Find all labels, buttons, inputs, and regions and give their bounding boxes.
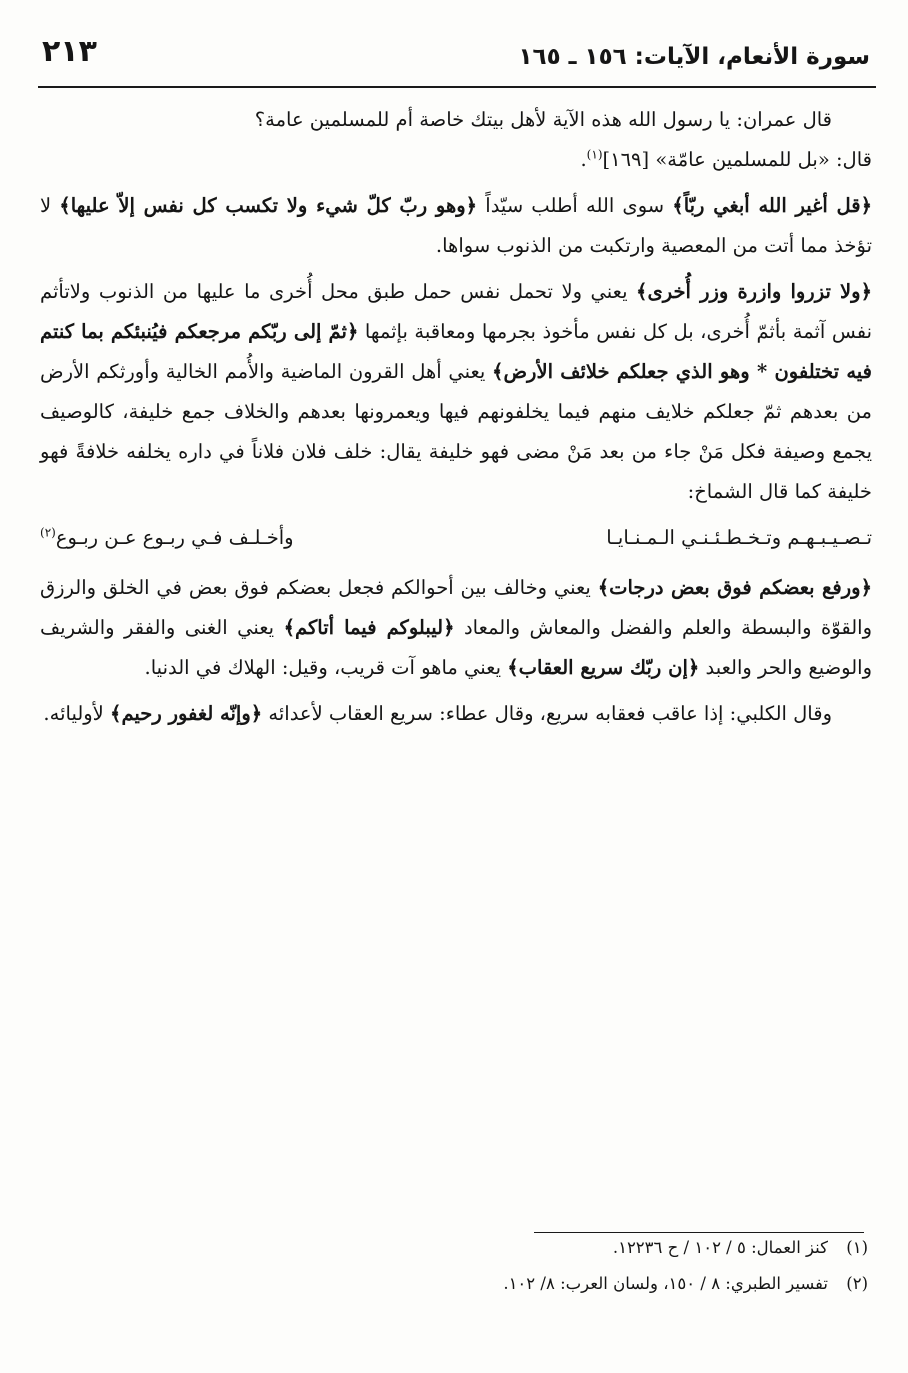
quran-quote: ﴿ولا تزروا وازرة وزر أُخرى﴾ <box>636 280 872 303</box>
main-text <box>40 100 872 740</box>
commentary-text: يعني ماهو آت قريب، وقيل: الهلاك في الدنيا. <box>144 656 508 679</box>
quran-quote: ﴿إن ربّك سريع العقاب﴾ <box>507 656 700 679</box>
footnote-2: (٢)تفسير الطبري: ٨ / ١٥٠، ولسان العرب: ٨/ ١٠٢. <box>503 1274 868 1293</box>
quran-quote: ﴿ليبلوكم فيما أتاكم﴾ <box>283 616 455 639</box>
quran-quote: ﴿وإنّه لغفور رحيم﴾ <box>110 702 263 725</box>
footnotes <box>40 1230 868 1302</box>
commentary-text: لا تؤخذ مما أتت من المعصية وارتكبت من الذنوب سواها. <box>40 194 872 257</box>
paragraph-3 <box>40 272 872 512</box>
paragraph-2 <box>40 186 872 266</box>
footnote-ref-1[interactable]: (١) <box>586 147 603 162</box>
footnote-1: (١)كنز العمال: ٥ / ١٠٢ / ح ١٢٢٣٦. <box>612 1238 868 1257</box>
quran-quote: ﴿قل أغير الله أبغي ربّاً﴾ <box>672 194 872 217</box>
footnote-ref-2[interactable]: (٢) <box>40 525 56 540</box>
quran-quote: ﴿ثمّ إلى ربّكم مرجعكم فيُنبئكم بما كنتم فيه تختلفون * وهو الذي جعلكم خلائف الأرض﴾ <box>40 320 873 383</box>
text-line: قال: «بل للمسلمين عامّة» [١٦٩] <box>602 148 872 171</box>
commentary-text: سوى الله أطلب سيّداً <box>477 194 673 217</box>
commentary-text: لأوليائه. <box>43 702 111 725</box>
page-number: ٢١٣ <box>42 34 97 69</box>
commentary-text: يعني أهل القرون الماضية والأُمم الخالية وأورثكم الأرض من بعدهم ثمّ جعلكم خلايف منهم فيما يخلفونهم فيها ويعمرونها بعدهم والخلاف جمع خليفة، كالوصيف يجمع وصيفة فكل مَنْ جاء من بعد مَنْ مضى فهو خليفة يقال: خلف فلان فلاناً في داره يخلفه خلافةً فهو خليفة كما قال الشماخ: <box>40 360 872 503</box>
commentary-text: يعني وخالف بين أحوالكم فجعل بعضكم فوق بعض في الخلق والرزق والقوّة والبسطة والعلم والفضل والمعاش والمعاد <box>40 576 872 639</box>
text-line: قال عمران: يا رسول الله هذه الآية لأهل بيتك خاصة أم للمسلمين عامة؟ <box>254 108 832 131</box>
quran-quote: ﴿وهو ربّ كلّ شيء ولا تكسب كل نفس إلاّ عليها﴾ <box>59 194 478 217</box>
paragraph-5 <box>40 694 872 734</box>
commentary-text: وقال الكلبي: إذا عاقب فعقابه سريع، وقال عطاء: سريع العقاب لأعدائه <box>262 702 832 725</box>
verse-second-hemistich: وأخـلـف فـي ربـوع عـن ربـوع$^{(٢)}$ <box>40 525 294 549</box>
paragraph-4 <box>40 568 872 688</box>
quran-quote: ﴿ورفع بعضكم فوق بعض درجات﴾ <box>597 576 872 599</box>
verse-first-hemistich: تـصـيـبـهـم وتـخـطـئـنـي الـمـنـايـا <box>606 526 872 549</box>
poetry-verse <box>40 518 872 558</box>
running-title: سورة الأنعام، الآيات: ١٥٦ ـ ١٦٥ <box>518 44 870 70</box>
commentary-text: يعني ولا تحمل نفس حمل طبق محل أُخرى ما عليها من الذنوب ولاتأثم نفس آثمة بأثمّ أُخرى، بل كل نفس مأخوذ بجرمها ومعاقبة بإثمها <box>40 280 872 343</box>
page-header <box>38 34 876 88</box>
commentary-text: يعني الغنى والفقر والشريف والوضيع والحر والعبد <box>40 616 872 679</box>
paragraph-1: قال عمران: يا رسول الله هذه الآية لأهل بيتك خاصة أم للمسلمين عامة؟ قال: «بل للمسلمين عامّة» [١٦٩]$^{(١)}$. <box>254 108 872 171</box>
